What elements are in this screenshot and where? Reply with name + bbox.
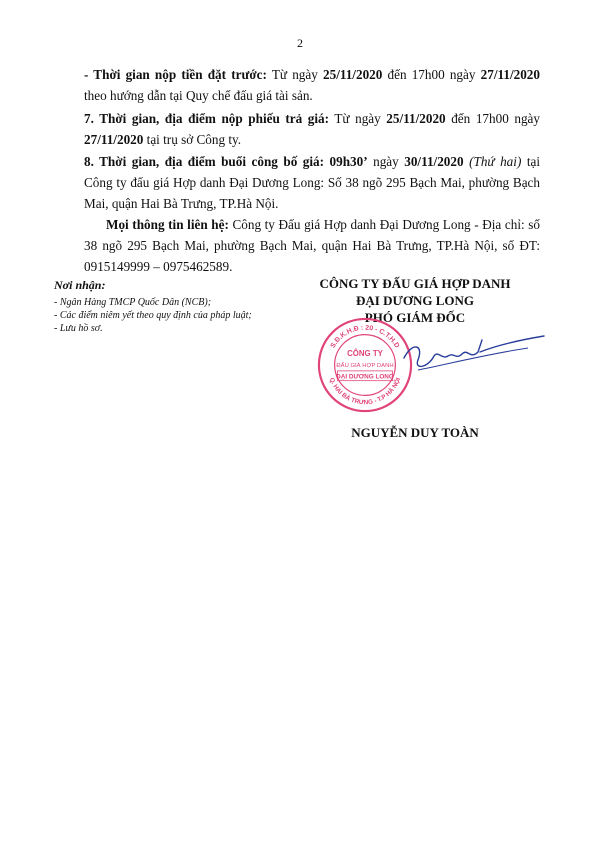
- text-span: Từ ngày: [266, 67, 323, 82]
- svg-text:Q. HAI BÀ TRƯNG - T.P HÀ NỘI: Q. HAI BÀ TRƯNG - T.P HÀ NỘI: [327, 376, 403, 407]
- text-span: Từ ngày: [329, 111, 387, 126]
- recipients-block: [54, 279, 284, 335]
- svg-text:S.Đ.K.H.Đ : 20 - C.T.H.D: S.Đ.K.H.Đ : 20 - C.T.H.D: [329, 324, 401, 350]
- date-end: 27/11/2020: [84, 132, 144, 147]
- date-start: 25/11/2020: [386, 111, 446, 126]
- date-end: 27/11/2020: [480, 67, 540, 82]
- signer-name: NGUYỄN DUY TOÀN: [351, 425, 479, 440]
- contact-text: Công ty Đấu giá Hợp danh Đại Dương Long - Địa chỉ: số 38 ngõ 295 Bạch Mai, phường Bạch Mai, quận Hai Bà Trưng, TP.Hà Nội, số ĐT: 0915149999 – 0975462589.: [84, 217, 540, 274]
- svg-text:CÔNG TY: CÔNG TY: [347, 349, 383, 359]
- bid-submission-label: 7. Thời gian, địa điểm nộp phiếu trả giá:: [84, 111, 330, 126]
- recipient-item: - Các điểm niêm yết theo quy định của pháp luật;: [54, 310, 252, 321]
- bid-submission-paragraph: [84, 108, 540, 150]
- text-span: ngày: [367, 154, 405, 169]
- recipients-heading: Nơi nhận:: [54, 278, 106, 292]
- text-span: đến 17h00 ngày: [382, 67, 481, 82]
- svg-text:ĐẠI DƯƠNG LONG: ĐẠI DƯƠNG LONG: [336, 373, 394, 381]
- announcement-date: 30/11/2020: [404, 154, 464, 169]
- contact-label: Mọi thông tin liên hệ:: [106, 217, 229, 232]
- company-name-line1: CÔNG TY ĐẤU GIÁ HỢP DANH: [319, 276, 511, 291]
- company-name-line2: ĐẠI DƯƠNG LONG: [356, 293, 474, 308]
- deposit-time-label: - Thời gian nộp tiền đặt trước:: [84, 67, 267, 82]
- signer-position: PHÓ GIÁM ĐỐC: [364, 310, 466, 325]
- text-span: theo hướng dẫn tại Quy chế đấu giá tài sản.: [84, 88, 313, 103]
- handwritten-signature: [398, 330, 548, 380]
- recipient-item: - Ngân Hàng TMCP Quốc Dân (NCB);: [54, 297, 212, 308]
- text-span: đến 17h00 ngày: [445, 111, 540, 126]
- price-announcement-paragraph: [84, 151, 540, 214]
- text-span: tại Công ty đấu giá Hợp danh Đại Dương Long: Số 38 ngõ 295 Bạch Mai, phường Bạch Mai, quận Hai Bà Trưng, TP.Hà Nội.: [84, 154, 541, 211]
- contact-paragraph: [84, 214, 540, 277]
- text-span: tại trụ sở Công ty.: [143, 132, 242, 147]
- price-announcement-label: 8. Thời gian, địa điểm buổi công bố giá: 09h30’: [84, 154, 368, 169]
- recipient-item: - Lưu hồ sơ.: [54, 323, 103, 334]
- svg-text:ĐẤU GIÁ HỢP DANH: ĐẤU GIÁ HỢP DANH: [336, 362, 394, 369]
- deposit-time-paragraph: [84, 64, 540, 106]
- weekday: (Thứ hai): [469, 154, 522, 169]
- date-start: 25/11/2020: [323, 67, 383, 82]
- page-number: 2: [297, 36, 303, 50]
